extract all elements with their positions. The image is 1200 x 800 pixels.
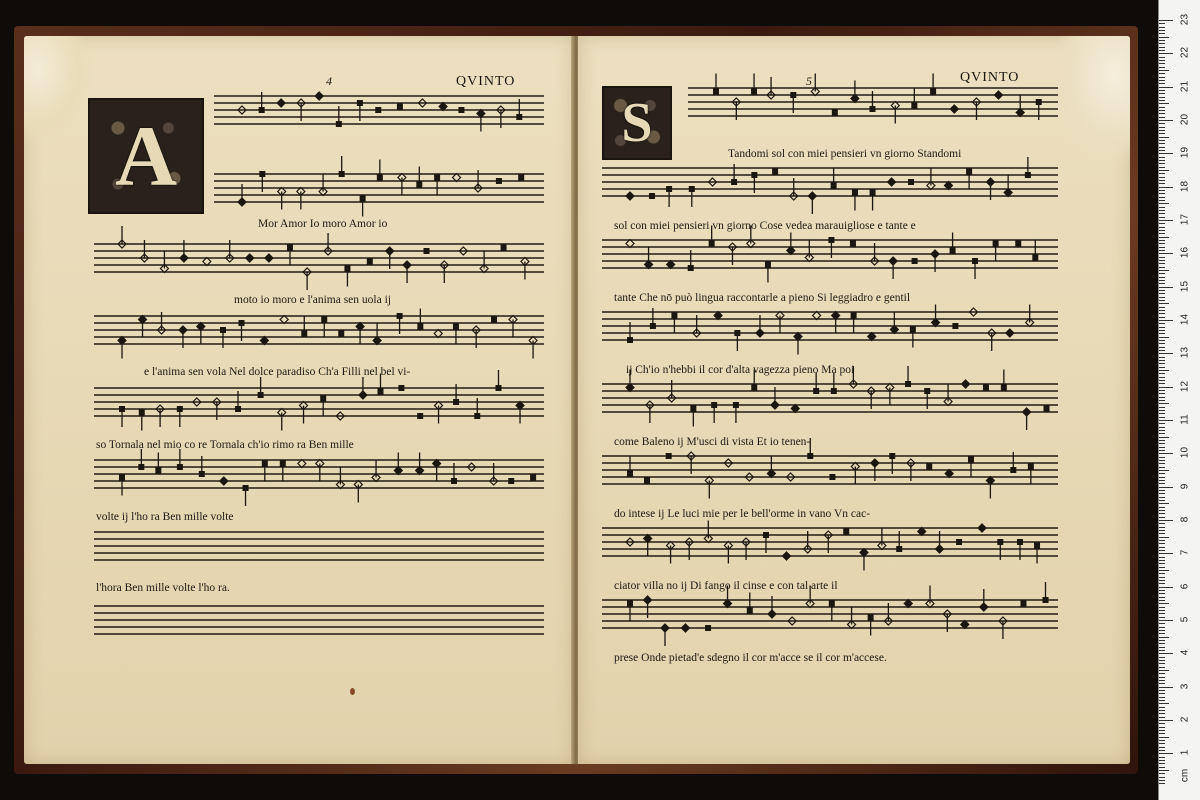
ruler-tick <box>1159 80 1165 81</box>
ruler-label: 22 <box>1179 47 1191 59</box>
ruler-tick <box>1159 350 1165 351</box>
ruler-tick <box>1159 107 1165 108</box>
ruler-tick <box>1159 357 1165 358</box>
music-staff <box>602 521 1058 571</box>
ruler-tick <box>1159 733 1165 734</box>
ruler-tick <box>1159 520 1173 521</box>
ruler-tick <box>1159 600 1165 601</box>
ruler-tick <box>1159 340 1165 341</box>
ruler-label: 19 <box>1179 147 1191 159</box>
ruler-tick <box>1159 303 1169 304</box>
ruler-tick <box>1159 553 1173 554</box>
ruler-tick <box>1159 513 1165 514</box>
ruler-tick <box>1159 210 1165 211</box>
ruler-tick <box>1159 153 1173 154</box>
ruler-label: 23 <box>1179 13 1191 26</box>
ruler-tick <box>1159 50 1165 51</box>
ruler-tick <box>1159 663 1165 664</box>
ruler-tick <box>1159 613 1165 614</box>
ruler-tick <box>1159 400 1165 401</box>
ruler-tick <box>1159 320 1173 321</box>
ruler-tick <box>1159 750 1165 751</box>
ruler-tick <box>1159 497 1165 498</box>
ruler-tick <box>1159 660 1165 661</box>
ruler-tick <box>1159 623 1165 624</box>
ruler-tick <box>1159 557 1165 558</box>
ruler-tick <box>1159 547 1165 548</box>
ruler-tick <box>1159 87 1173 88</box>
ruler-tick <box>1159 160 1165 161</box>
ruler-label: 21 <box>1179 80 1191 92</box>
ruler-tick <box>1159 193 1165 194</box>
ruler-tick <box>1159 530 1165 531</box>
ruler-tick <box>1159 550 1165 551</box>
ink-spot <box>350 688 355 695</box>
ruler-tick <box>1159 207 1165 208</box>
ruler-label: 2 <box>1179 716 1191 723</box>
ruler-tick <box>1159 433 1165 434</box>
ruler-tick <box>1159 333 1165 334</box>
ruler-tick <box>1159 77 1165 78</box>
ruler-tick <box>1159 263 1165 264</box>
ruler-tick <box>1159 250 1165 251</box>
music-staff <box>94 370 544 431</box>
ruler-tick <box>1159 537 1169 538</box>
ruler-tick <box>1159 317 1165 318</box>
ruler-tick <box>1159 363 1165 364</box>
left-page-header: QVINTO <box>456 74 516 89</box>
ruler-tick <box>1159 477 1165 478</box>
music-staff <box>602 157 1058 214</box>
ruler-tick <box>1159 690 1165 691</box>
left-page-number: 4 <box>326 74 332 88</box>
ruler-tick <box>1159 150 1165 151</box>
ruler-label: 16 <box>1179 247 1191 259</box>
ruler-tick <box>1159 737 1169 738</box>
ruler-tick <box>1159 253 1173 254</box>
ruler-tick <box>1159 123 1165 124</box>
lyric-line: so Tornala nel mio co re Tornala ch'io rimo ra Ben mille <box>96 439 354 451</box>
ruler-label: 15 <box>1179 280 1191 292</box>
ruler-tick <box>1159 467 1165 468</box>
lyric-line: do intese ij Le luci mie per le bell'orme in vano Vn cac- <box>614 508 871 520</box>
ruler-tick <box>1159 140 1165 141</box>
ruler-label: 13 <box>1179 347 1191 359</box>
ruler-tick <box>1159 480 1165 481</box>
ruler-tick <box>1159 570 1169 571</box>
ruler-tick <box>1159 447 1165 448</box>
ruler-tick <box>1159 213 1165 214</box>
ruler-tick <box>1159 590 1165 591</box>
ruler-tick <box>1159 240 1165 241</box>
ruler-label: 1 <box>1179 750 1191 756</box>
ruler-tick <box>1159 323 1165 324</box>
ruler-tick <box>1159 413 1165 414</box>
ruler-tick <box>1159 523 1165 524</box>
ruler-label: 3 <box>1179 683 1191 689</box>
ruler-tick <box>1159 327 1165 328</box>
ruler-tick <box>1159 383 1165 384</box>
ruler-tick <box>1159 637 1169 638</box>
ruler-tick <box>1159 167 1165 168</box>
ruler-tick <box>1159 157 1165 158</box>
ruler-tick <box>1159 307 1165 308</box>
ruler-tick <box>1159 70 1169 71</box>
ruler-tick <box>1159 713 1165 714</box>
ruler-tick <box>1159 633 1165 634</box>
ruler-tick <box>1159 630 1165 631</box>
ruler-label: 8 <box>1179 516 1191 523</box>
ruler-unit-label: cm <box>1179 768 1191 783</box>
ruler-tick <box>1159 170 1169 171</box>
ruler-tick <box>1159 243 1165 244</box>
ruler-tick <box>1159 347 1165 348</box>
ruler-tick <box>1159 717 1165 718</box>
ruler-tick <box>1159 127 1165 128</box>
ruler-label: 18 <box>1179 180 1191 192</box>
ruler-tick <box>1159 67 1165 68</box>
ruler-tick <box>1159 577 1165 578</box>
measurement-ruler <box>1158 0 1200 800</box>
ruler-tick <box>1159 450 1165 451</box>
ruler-tick <box>1159 313 1165 314</box>
lyric-line: l'hora Ben mille volte l'ho ra. <box>96 582 230 594</box>
ruler-tick <box>1159 227 1165 228</box>
ruler-tick <box>1159 653 1173 654</box>
lyric-line: prese Onde pietad'e sdegno il cor m'acce se il cor m'accese. <box>614 652 887 664</box>
music-staff <box>94 226 544 290</box>
right-page <box>578 36 1130 764</box>
ruler-tick <box>1159 677 1165 678</box>
ruler-tick <box>1159 647 1165 648</box>
ruler-tick <box>1159 360 1165 361</box>
ruler-tick <box>1159 200 1165 201</box>
ruler-label: 5 <box>1179 616 1191 623</box>
ruler-tick <box>1159 740 1165 741</box>
ruler-tick <box>1159 440 1165 441</box>
ruler-tick <box>1159 20 1173 21</box>
ruler-tick <box>1159 483 1165 484</box>
ruler-tick <box>1159 453 1173 454</box>
ruler-tick <box>1159 100 1165 101</box>
lyric-line: Mor Amor Io moro Amor io <box>258 218 388 230</box>
ruler-tick <box>1159 473 1165 474</box>
ruler-tick <box>1159 707 1165 708</box>
ruler-tick <box>1159 563 1165 564</box>
ruler-tick <box>1159 743 1165 744</box>
ruler-tick <box>1159 607 1165 608</box>
ruler-tick <box>1159 187 1173 188</box>
ruler-label: 10 <box>1179 447 1191 459</box>
ruler-tick <box>1159 597 1165 598</box>
decorated-initial-s: S <box>602 86 672 160</box>
ruler-tick <box>1159 377 1165 378</box>
lyric-line: ciator villa no ij Di fango il cinse e con tal arte il <box>614 580 838 592</box>
ruler-tick <box>1159 727 1165 728</box>
ruler-tick <box>1159 420 1173 421</box>
ruler-tick <box>1159 687 1173 688</box>
left-music-staves <box>24 36 574 764</box>
ruler-tick <box>1159 510 1165 511</box>
lyric-line: ij Ch'io n'hebbi il cor d'alta vagezza pieno Ma poi <box>626 364 855 376</box>
ruler-tick <box>1159 437 1169 438</box>
ruler-tick <box>1159 93 1165 94</box>
ruler-tick <box>1159 693 1165 694</box>
ruler-tick <box>1159 97 1165 98</box>
ruler-tick <box>1159 280 1165 281</box>
ruler-tick <box>1159 763 1165 764</box>
ruler-tick <box>1159 23 1165 24</box>
ruler-tick <box>1159 757 1165 758</box>
ruler-tick <box>1159 217 1165 218</box>
music-staff <box>94 309 544 359</box>
ruler-tick <box>1159 493 1165 494</box>
ruler-tick <box>1159 300 1165 301</box>
ruler-tick <box>1159 90 1165 91</box>
ruler-tick <box>1159 643 1165 644</box>
ruler-tick <box>1159 177 1165 178</box>
ruler-tick <box>1159 560 1165 561</box>
ruler-tick <box>1159 463 1165 464</box>
ruler-tick <box>1159 710 1165 711</box>
ruler-tick <box>1159 490 1165 491</box>
ruler-tick <box>1159 573 1165 574</box>
ruler-label: 11 <box>1179 414 1191 425</box>
ruler-tick <box>1159 137 1169 138</box>
ruler-tick <box>1159 723 1165 724</box>
music-staff <box>602 305 1058 355</box>
ruler-tick <box>1159 720 1173 721</box>
right-page-number: 5 <box>806 74 812 88</box>
ruler-tick <box>1159 770 1169 771</box>
ruler-tick <box>1159 427 1165 428</box>
ruler-tick <box>1159 287 1173 288</box>
lyric-line: sol con miei pensieri vn giorno Cose vedea marauigliose e tante e <box>614 220 916 232</box>
ruler-tick <box>1159 500 1165 501</box>
ruler-tick <box>1159 627 1165 628</box>
ruler-tick <box>1159 593 1165 594</box>
ruler-tick <box>1159 783 1165 784</box>
ruler-tick <box>1159 680 1165 681</box>
ruler-tick <box>1159 270 1169 271</box>
ruler-tick <box>1159 353 1173 354</box>
ruler-tick <box>1159 223 1165 224</box>
right-page-header: QVINTO <box>960 70 1020 85</box>
ruler-tick <box>1159 543 1165 544</box>
ruler-tick <box>1159 417 1165 418</box>
ruler-tick <box>1159 273 1165 274</box>
music-staff <box>94 449 544 506</box>
ruler-tick <box>1159 603 1169 604</box>
ruler-tick <box>1159 397 1165 398</box>
ruler-tick <box>1159 370 1169 371</box>
ruler-tick <box>1159 37 1169 38</box>
ruler-label: 17 <box>1179 213 1191 226</box>
ruler-tick <box>1159 330 1165 331</box>
ruler-label: 20 <box>1179 113 1191 126</box>
ruler-tick <box>1159 730 1165 731</box>
ruler-tick <box>1159 290 1165 291</box>
ruler-tick <box>1159 777 1165 778</box>
ruler-tick <box>1159 110 1165 111</box>
ruler-tick <box>1159 760 1165 761</box>
ruler-tick <box>1159 670 1169 671</box>
ruler-tick <box>1159 527 1165 528</box>
ruler-tick <box>1159 203 1169 204</box>
ruler-tick <box>1159 470 1169 471</box>
ruler-tick <box>1159 650 1165 651</box>
ruler-tick <box>1159 697 1165 698</box>
ruler-tick <box>1159 517 1165 518</box>
ruler-tick <box>1159 73 1165 74</box>
ruler-tick <box>1159 257 1165 258</box>
ruler-tick <box>1159 567 1165 568</box>
empty-staff <box>94 606 544 634</box>
ruler-tick <box>1159 767 1165 768</box>
ruler-label: 4 <box>1179 650 1191 656</box>
ruler-tick <box>1159 587 1173 588</box>
ruler-tick <box>1159 380 1165 381</box>
ruler-tick <box>1159 143 1165 144</box>
ruler-tick <box>1159 267 1165 268</box>
ruler-tick <box>1159 367 1165 368</box>
lyric-line: come Baleno ij M'usci di vista Et io tenen- <box>614 436 811 448</box>
ruler-tick <box>1159 580 1165 581</box>
ruler-tick <box>1159 47 1165 48</box>
ruler-tick <box>1159 390 1165 391</box>
ruler-tick <box>1159 583 1165 584</box>
left-page <box>24 36 574 764</box>
ruler-tick <box>1159 620 1173 621</box>
ruler-tick <box>1159 423 1165 424</box>
ruler-tick <box>1159 260 1165 261</box>
ruler-tick <box>1159 617 1165 618</box>
ruler-tick <box>1159 297 1165 298</box>
ruler-tick <box>1159 407 1165 408</box>
ruler-label: 6 <box>1179 583 1191 589</box>
music-staff <box>688 74 1058 124</box>
ruler-tick <box>1159 657 1165 658</box>
ruler-tick <box>1159 237 1169 238</box>
ruler-tick <box>1159 103 1169 104</box>
ruler-tick <box>1159 700 1165 701</box>
ruler-label: 14 <box>1179 313 1191 326</box>
ruler-tick <box>1159 83 1165 84</box>
ruler-tick <box>1159 57 1165 58</box>
ruler-tick <box>1159 457 1165 458</box>
ruler-tick <box>1159 63 1165 64</box>
ruler-tick <box>1159 753 1173 754</box>
ruler-label: 7 <box>1179 550 1191 556</box>
ruler-tick <box>1159 147 1165 148</box>
ruler-tick <box>1159 780 1165 781</box>
ruler-tick <box>1159 43 1165 44</box>
ruler-tick <box>1159 173 1165 174</box>
ruler-tick <box>1159 53 1173 54</box>
ruler-tick <box>1159 130 1165 131</box>
ruler-tick <box>1159 430 1165 431</box>
ruler-tick <box>1159 277 1165 278</box>
ruler-tick <box>1159 610 1165 611</box>
ruler-label: 9 <box>1179 483 1191 489</box>
ruler-tick <box>1159 27 1165 28</box>
ruler-tick <box>1159 180 1165 181</box>
ruler-tick <box>1159 117 1165 118</box>
ruler-tick <box>1159 343 1165 344</box>
ruler-tick <box>1159 387 1173 388</box>
ruler-tick <box>1159 403 1169 404</box>
decorated-initial-a: A <box>88 98 204 214</box>
ruler-tick <box>1159 673 1165 674</box>
ruler-tick <box>1159 230 1165 231</box>
ruler-tick <box>1159 113 1165 114</box>
ruler-tick <box>1159 683 1165 684</box>
ruler-tick <box>1159 667 1165 668</box>
ruler-tick <box>1159 247 1165 248</box>
music-staff <box>214 92 544 132</box>
ruler-tick <box>1159 773 1165 774</box>
music-staff <box>602 226 1058 283</box>
ruler-tick <box>1159 310 1165 311</box>
ruler-label: 12 <box>1179 380 1191 392</box>
lyric-line: tante Che nō può lingua raccontarle a pieno Si leggiadro e gentil <box>614 292 911 304</box>
lyric-line: volte ij l'ho ra Ben mille volte <box>96 511 234 523</box>
music-staff <box>214 156 544 217</box>
ruler-tick <box>1159 283 1165 284</box>
ruler-tick <box>1159 533 1165 534</box>
ruler-tick <box>1159 163 1165 164</box>
lyric-line: e l'anima sen vola Nel dolce paradiso Ch'a Filli nel bel vi- <box>144 366 411 378</box>
ruler-tick <box>1159 190 1165 191</box>
ruler-tick <box>1159 133 1165 134</box>
ruler-tick <box>1159 220 1173 221</box>
ruler-tick <box>1159 293 1165 294</box>
ruler-tick <box>1159 503 1169 504</box>
ruler-tick <box>1159 33 1165 34</box>
lyric-line: moto io moro e l'anima sen uola ij <box>234 294 391 306</box>
empty-staff <box>94 532 544 560</box>
ruler-tick <box>1159 183 1165 184</box>
ruler-tick <box>1159 120 1173 121</box>
lyric-line: Tandomi sol con miei pensieri vn giorno Standomi <box>728 148 962 160</box>
ruler-tick <box>1159 337 1169 338</box>
ruler-tick <box>1159 640 1165 641</box>
ruler-tick <box>1159 233 1165 234</box>
ruler-tick <box>1159 373 1165 374</box>
ruler-tick <box>1159 540 1165 541</box>
ruler-tick <box>1159 747 1165 748</box>
ruler-tick <box>1159 460 1165 461</box>
ruler-tick <box>1159 197 1165 198</box>
ruler-tick <box>1159 443 1165 444</box>
ruler-tick <box>1159 507 1165 508</box>
ruler-tick <box>1159 40 1165 41</box>
ruler-tick <box>1159 410 1165 411</box>
ruler-tick <box>1159 487 1173 488</box>
ruler-tick <box>1159 703 1169 704</box>
ruler-tick <box>1159 30 1165 31</box>
ruler-tick <box>1159 393 1165 394</box>
ruler-tick <box>1159 60 1165 61</box>
